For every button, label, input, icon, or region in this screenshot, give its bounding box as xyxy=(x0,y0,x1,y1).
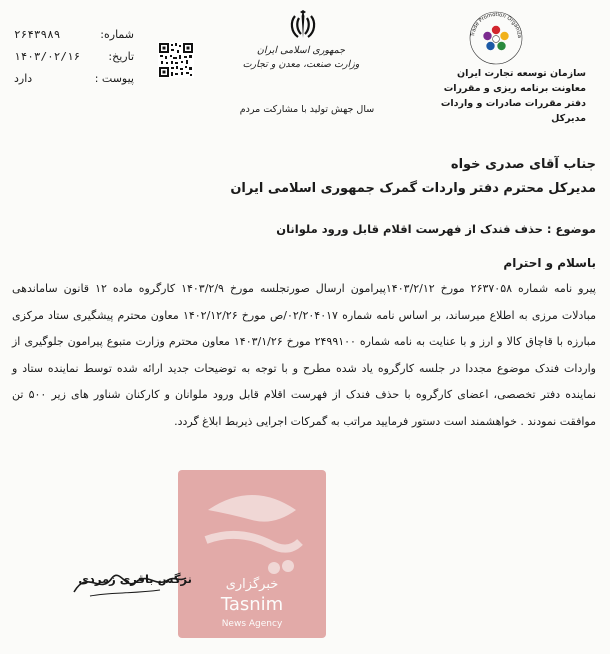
org-department-block xyxy=(418,66,586,126)
number-value: ۲۶۴۳۹۸۹ xyxy=(14,28,61,41)
attachment-value: دارد xyxy=(14,72,33,85)
qr-code-icon xyxy=(158,42,194,78)
addressee-title: مدیرکل محترم دفتر واردات گمرک جمهوری اسلامی ایران xyxy=(230,181,596,196)
org-sub-1: معاونت برنامه ریزی و مقررات xyxy=(443,83,586,94)
letter-body: پیرو نامه شماره ۲۶۳۷۰۵۸ مورخ ۱۴۰۳/۲/۱۲پیرامون ارسال صورتجلسه مورخ ۱۴۰۳/۲/۹ کارگروه ماده ۱۲ قانون ساماندهی مبادلات مرزی به اطلاع میرساند، بر اساس نامه شماره ۰۲/۲۰۴۰۱۷/ص مورخ ۱۴۰۲/۱۲/۲۶ معاون محترم پیشگیری ستاد مرکزی مبارزه با قاچاق کالا و ارز و با عنایت به نامه شماره ۲۴۹۹۱۰۰ مورخ ۱۴۰۳/۱/۲۶ معاون محترم وزارت متبوع پیرامون جلوگیری از واردات فندک موضوع مجددا در جلسه کارگروه یاد شده مطرح و با توجه به توضیحات جدید ارائه شده توسط نماینده ستاد و نماینده دفتر تخصصی، اعضای کارگروه با حذف فندک از فهرست اقلام قابل ورود ملوانان و کارکنان شناور های زیر ۵۰۰ تن موافقت نمودند . خواهشمند است دستور فرمایید مراتب به گمرکات اجرایی ذیربط ابلاغ گردد. xyxy=(12,282,597,428)
watermark-tag: News Agency xyxy=(221,619,283,629)
signer-name: نرگس باقری زمردی xyxy=(78,572,192,586)
org-sub-2: دفتر مقررات صادرات و واردات xyxy=(440,98,586,109)
org-name: سازمان توسعه تجارت ایران xyxy=(457,68,586,79)
watermark-persian: خبرگزاری xyxy=(225,577,279,592)
date-row xyxy=(14,46,134,68)
subject-line: موضوع : حذف فندک از فهرست اقلام قابل ورود ملوانان xyxy=(276,222,596,236)
number-row xyxy=(14,24,134,46)
trade-promotion-logo-icon xyxy=(466,8,526,66)
attachment-row xyxy=(14,68,134,90)
greeting: باسلام و احترام xyxy=(503,256,596,270)
letter-meta xyxy=(14,24,134,90)
slogan: سال جهش تولید با مشارکت مردم xyxy=(239,104,375,115)
gov-line-1: جمهوری اسلامی ایران xyxy=(256,45,346,56)
gov-line-2: وزارت صنعت، معدن و تجارت xyxy=(242,59,360,70)
tasnim-watermark-icon xyxy=(178,470,326,638)
watermark-brand: Tasnim xyxy=(220,594,284,615)
org-logo-text: Trade Promotion Organiza xyxy=(470,11,523,39)
org-sub-3: مدیرکل xyxy=(551,113,586,124)
attachment-label: پیوست : xyxy=(94,72,134,85)
government-header xyxy=(236,44,366,72)
addressee: جناب آقای صدری خواه xyxy=(450,157,596,172)
date-value: ۱۴۰۳/۰۲/۱۶ xyxy=(14,50,81,63)
date-label: تاریخ: xyxy=(108,50,134,63)
iran-emblem-icon xyxy=(286,8,320,42)
number-label: شماره: xyxy=(100,28,134,41)
